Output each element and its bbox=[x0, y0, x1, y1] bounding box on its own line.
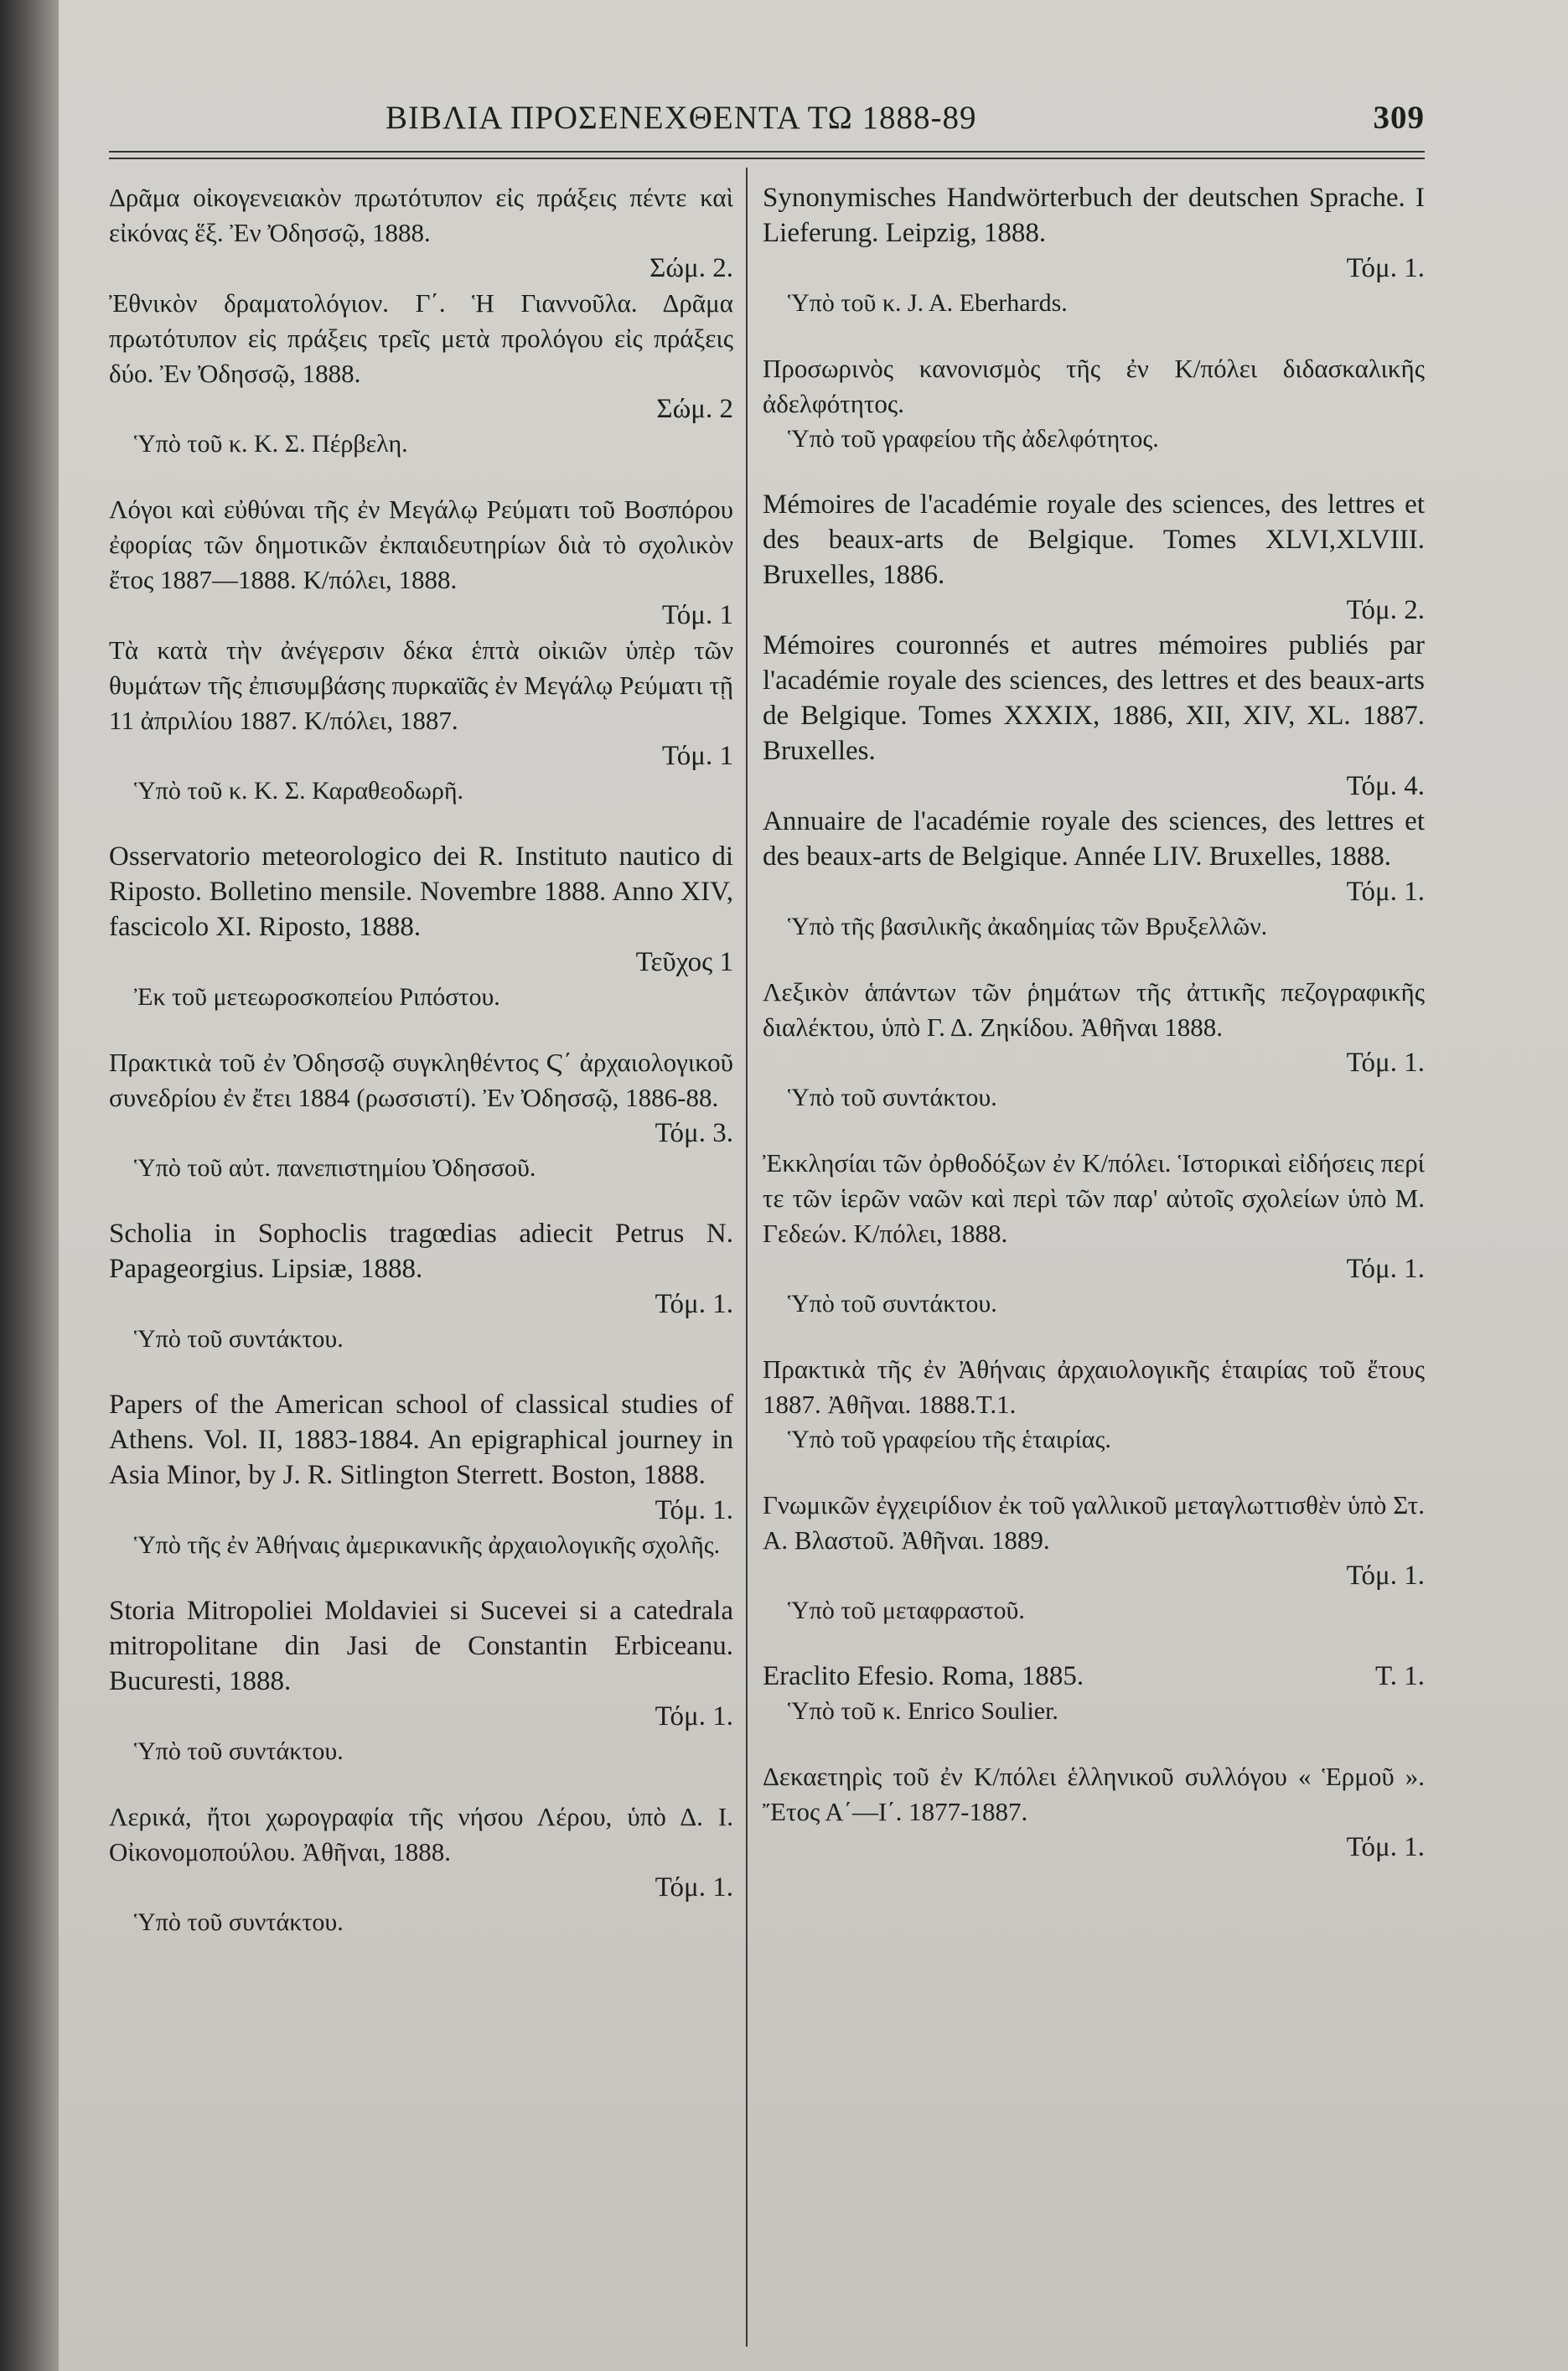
entry-text: Λόγοι καὶ εὐθύναι τῆς ἐν Μεγάλῳ Ρεύματι τοῦ Βοσπόρου ἐφορίας τῶν δημοτικῶν ἐκπαιδευτηρίων διὰ τὸ σχολικὸν ἔτος 1887—1888. Κ/πόλει, 1888. bbox=[109, 494, 733, 594]
page-number: 309 bbox=[1373, 100, 1425, 136]
bibliography-entry bbox=[109, 839, 733, 1015]
entry-source: Ὑπὸ τοῦ γραφείου τῆς ἀδελφότητος. bbox=[788, 425, 1159, 453]
bibliography-entry bbox=[109, 492, 733, 809]
entry-text bbox=[763, 1659, 1425, 1694]
entry-volume: Τόμ. 1. bbox=[1346, 1561, 1425, 1591]
entry-text: Λερικά, ἤτοι χωρογραφία τῆς νήσου Λέρου, ὑπὸ Δ. Ι. Οἰκονομοπούλου. Ἀθῆναι, 1888. bbox=[109, 1802, 733, 1866]
entry-volume: Τόμ. 3. bbox=[655, 1118, 733, 1148]
entry-source: Ὑπὸ τοῦ κ. Enrico Soulier. bbox=[788, 1697, 1058, 1725]
entry-source: Ἐκ τοῦ μετεωροσκοπείου Ριπόστου. bbox=[134, 983, 500, 1011]
entry-source: Ὑπὸ τοῦ συντάκτου. bbox=[788, 1084, 997, 1111]
entry-text: Mémoires de l'académie royale des sciences, des lettres et des beaux-arts de Belgique. Tomes XLVI,XLVIII. Bruxelles, 1886. bbox=[763, 489, 1425, 590]
entry-text: Osservatorio meteorologico dei R. Instituto nautico di Riposto. Bolletino mensile. Novembre 1888. Anno XIV, fascicolo XI. Riposto, 1888. bbox=[109, 841, 733, 942]
bibliography-entry bbox=[763, 1759, 1425, 1865]
entry-source: Ὑπὸ τοῦ κ. Κ. Σ. Καραθεοδωρῆ. bbox=[134, 777, 464, 805]
bibliography-entry bbox=[763, 975, 1425, 1116]
entry-source: Ὑπὸ τοῦ μεταφραστοῦ. bbox=[788, 1597, 1025, 1624]
column-divider bbox=[746, 168, 748, 2347]
header-rule bbox=[109, 151, 1425, 159]
book-gutter-shadow bbox=[0, 0, 59, 2371]
entry-text: Λεξικὸν ἁπάντων τῶν ῥημάτων τῆς ἀττικῆς πεζογραφικῆς διαλέκτου, ὑπὸ Γ. Δ. Ζηκίδου. Ἀθῆναι 1888. bbox=[763, 977, 1425, 1042]
entry-source: Ὑπὸ τοῦ κ. Κ. Σ. Πέρβελη. bbox=[134, 430, 408, 458]
entry-text: Annuaire de l'académie royale des sciences, des lettres et des beaux-arts de Belgique. Année LIV. Bruxelles, 1888. bbox=[763, 806, 1425, 872]
bibliography-entry bbox=[763, 487, 1425, 945]
bibliography-entry bbox=[763, 180, 1425, 321]
right-column bbox=[763, 180, 1425, 1895]
entry-text: Τὰ κατὰ τὴν ἀνέγερσιν δέκα ἑπτὰ οἰκιῶν ὑπὲρ τῶν θυμάτων τῆς ἐπισυμβάσης πυρκαϊᾶς ἐν Μεγάλῳ Ρεύματι τῇ 11 ἀπριλίου 1887. Κ/πόλει, 1887. bbox=[109, 635, 733, 735]
bibliography-entry bbox=[109, 180, 733, 462]
bibliography-entry bbox=[109, 1387, 733, 1563]
entry-volume: Τόμ. 1. bbox=[1346, 877, 1425, 907]
entry-volume: Τόμ. 2. bbox=[1346, 595, 1425, 625]
entry-text: Πρακτικὰ τῆς ἐν Ἀθήναις ἀρχαιολογικῆς ἑταιρίας τοῦ ἔτους 1887. Ἀθῆναι. 1888.Τ.1. bbox=[763, 1354, 1425, 1419]
entry-volume: Σώμ. 2. bbox=[649, 253, 733, 283]
entry-text: Προσωρινὸς κανονισμὸς τῆς ἐν Κ/πόλει διδασκαλικῆς ἀδελφότητος. bbox=[763, 354, 1425, 418]
entry-volume: Τόμ. 1. bbox=[1346, 1254, 1425, 1284]
entry-volume: Τόμ. 1. bbox=[655, 1701, 733, 1732]
entry-volume: Τόμ. 1. bbox=[655, 1872, 733, 1902]
bibliography-entry bbox=[763, 1488, 1425, 1628]
bibliography-entry bbox=[109, 1593, 733, 1769]
entry-volume: Τ. 1. bbox=[1375, 1661, 1425, 1691]
bibliography-entry bbox=[109, 1216, 733, 1357]
entry-source: Ὑπὸ τοῦ γραφείου τῆς ἑταιρίας. bbox=[788, 1426, 1111, 1453]
entry-source: Ὑπὸ τοῦ συντάκτου. bbox=[788, 1290, 997, 1318]
bibliography-entry bbox=[109, 1799, 733, 1940]
entry-volume: Τόμ. 4. bbox=[1346, 771, 1425, 801]
entry-text: Πρακτικὰ τοῦ ἐν Ὀδησσῷ συγκληθέντος Ϛ΄ ἀρχαιολογικοῦ συνεδρίου ἐν ἔτει 1884 (ρωσσιστί). Ἐν Ὀδησσῷ, 1886-88. bbox=[109, 1048, 733, 1112]
entry-source: Ὑπὸ τοῦ κ. J. A. Eberhards. bbox=[788, 289, 1068, 317]
entry-source: Ὑπὸ τοῦ αὐτ. πανεπιστημίου Ὀδησσοῦ. bbox=[134, 1154, 536, 1182]
entry-text: Eraclito Efesio. Roma, 1885. bbox=[763, 1661, 1084, 1691]
entry-text: Scholia in Sophoclis tragœdias adiecit Petrus N. Papageorgius. Lipsiæ, 1888. bbox=[109, 1219, 733, 1284]
entry-text: Storia Mitropoliei Moldaviei si Sucevei si a catedrala mitropolitane din Jasi de Constantin Erbiceanu. Bucuresti, 1888. bbox=[109, 1596, 733, 1696]
left-column bbox=[109, 180, 733, 1970]
entry-volume: Τόμ. 1. bbox=[655, 1289, 733, 1319]
entry-text: Synonymisches Handwörterbuch der deutschen Sprache. I Lieferung. Leipzig, 1888. bbox=[763, 183, 1425, 248]
entry-volume: Τόμ. 1 bbox=[661, 600, 733, 630]
bibliography-entry bbox=[763, 351, 1425, 457]
entry-volume: Τόμ. 1. bbox=[1346, 1832, 1425, 1862]
entry-text: Δεκαετηρὶς τοῦ ἐν Κ/πόλει ἑλληνικοῦ συλλόγου « Ἑρμοῦ ». Ἔτος Α΄—Ι΄. 1877-1887. bbox=[763, 1762, 1425, 1826]
page-title: ΒΙΒΛΙΑ ΠΡΟΣΕΝΕΧΘΕΝΤΑ ΤΩ 1888-89 bbox=[386, 100, 977, 136]
entry-source: Ὑπὸ τοῦ συντάκτου. bbox=[134, 1737, 344, 1765]
entry-source: Ὑπὸ τῆς ἐν Ἀθήναις ἀμερικανικῆς ἀρχαιολογικῆς σχολῆς. bbox=[134, 1531, 721, 1559]
bibliography-entry bbox=[109, 1045, 733, 1186]
entry-text: Γνωμικῶν ἐγχειρίδιον ἐκ τοῦ γαλλικοῦ μεταγλωττισθὲν ὑπὸ Στ. Α. Βλαστοῦ. Ἀθῆναι. 1889. bbox=[763, 1490, 1425, 1555]
entry-volume: Τόμ. 1 bbox=[661, 741, 733, 771]
entry-text: Mémoires couronnés et autres mémoires publiés par l'académie royale des sciences, des lettres et des beaux-arts de Belgique. Tomes XXXIX, 1886, XII, XIV, XL. 1887. Bruxelles. bbox=[763, 630, 1425, 766]
entry-text: Δρᾶμα οἰκογενειακὸν πρωτότυπον εἰς πράξεις πέντε καὶ εἰκόνας ἕξ. Ἐν Ὀδησσῷ, 1888. bbox=[109, 183, 733, 247]
bibliography-entry bbox=[763, 1659, 1425, 1729]
entry-source: Ὑπὸ τῆς βασιλικῆς ἀκαδημίας τῶν Βρυξελλῶν. bbox=[788, 913, 1268, 940]
entry-text: Papers of the American school of classical studies of Athens. Vol. II, 1883-1884. An epigraphical journey in Asia Minor, by J. R. Sitlington Sterrett. Boston, 1888. bbox=[109, 1390, 733, 1490]
entry-source: Ὑπὸ τοῦ συντάκτου. bbox=[134, 1908, 344, 1936]
entry-volume: Σώμ. 2 bbox=[656, 394, 733, 424]
entry-volume: Τόμ. 1. bbox=[1346, 253, 1425, 283]
entry-volume: Τόμ. 1. bbox=[1346, 1048, 1425, 1078]
entry-source: Ὑπὸ τοῦ συντάκτου. bbox=[134, 1325, 344, 1353]
bibliography-entry bbox=[763, 1146, 1425, 1322]
entry-volume: Τεῦχος 1 bbox=[635, 947, 733, 977]
entry-text: Ἐθνικὸν δραματολόγιον. Γ΄. Ἡ Γιαννοῦλα. Δρᾶμα πρωτότυπον εἰς πράξεις τρεῖς μετὰ προλόγου εἰς πράξεις δύο. Ἐν Ὀδησσῷ, 1888. bbox=[109, 288, 733, 388]
entry-volume: Τόμ. 1. bbox=[655, 1495, 733, 1525]
entry-text: Ἐκκλησίαι τῶν ὀρθοδόξων ἐν Κ/πόλει. Ἱστορικαὶ εἰδήσεις περί τε τῶν ἱερῶν ναῶν καὶ περὶ τῶν παρ' αὐτοῖς σχολείων ὑπὸ Μ. Γεδεών. Κ/πόλει, 1888. bbox=[763, 1148, 1425, 1248]
bibliography-entry bbox=[763, 1352, 1425, 1457]
